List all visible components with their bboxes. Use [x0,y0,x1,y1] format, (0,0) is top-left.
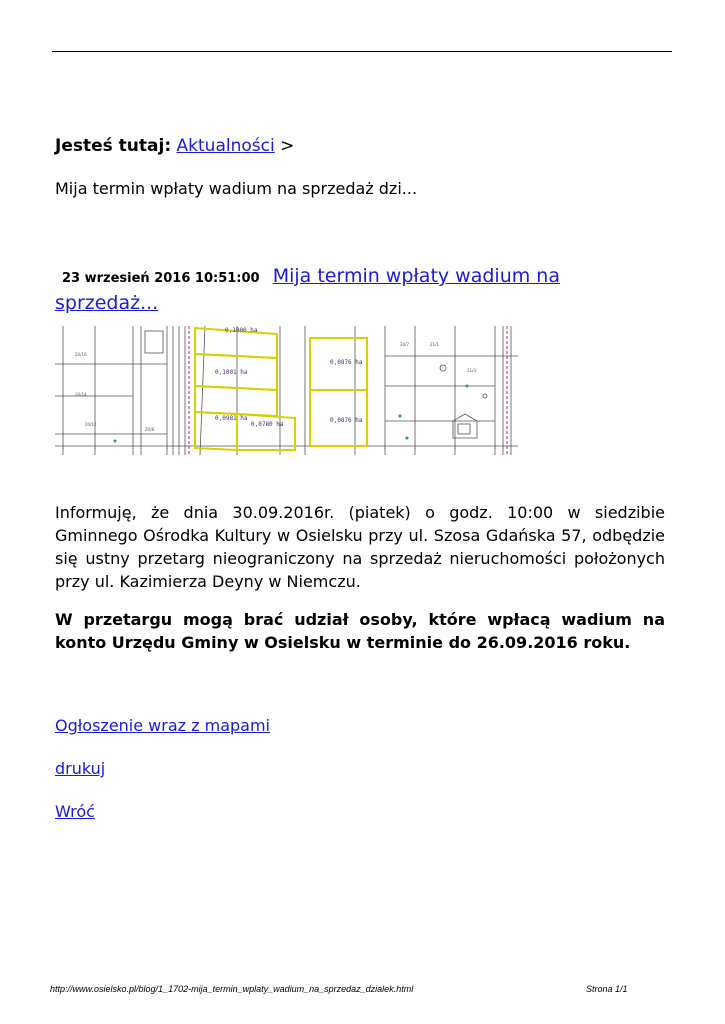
svg-text:21/3: 21/3 [467,368,476,373]
current-page-title: Mija termin wpłaty wadium na sprzedaż dzi... [55,179,418,198]
svg-text:20/12: 20/12 [85,422,97,427]
article-header [55,264,615,316]
announcement-maps-link[interactable]: Ogłoszenie wraz z mapami [55,716,270,735]
breadcrumb [55,136,294,156]
header-divider [52,51,672,52]
svg-text:20/7: 20/7 [400,342,409,347]
svg-text:0,0876 ha: 0,0876 ha [330,359,363,366]
breadcrumb-link-news[interactable]: Aktualności [176,136,275,156]
svg-text:20/14: 20/14 [75,392,87,397]
svg-text:0,1001 ha: 0,1001 ha [215,369,248,376]
print-link[interactable]: drukuj [55,759,106,778]
announcement-paragraph: Informuję, że dnia 30.09.2016r. (piatek) o godz. 10:00 w siedzibie Gminnego Ośrodka Kultury w Osielsku przy ul. Szosa Gdańska 57, odbędzie się ustny przetarg nieograniczony na sprzedaż nieruchomości położonych przy ul. Kazimierza Deyny w Niemczu. [55,503,665,591]
article-date: 23 wrzesień 2016 10:51:00 [62,271,260,286]
svg-text:0,0876 ha: 0,0876 ha [330,417,363,424]
svg-text:0,0981 ha: 0,0981 ha [215,415,248,422]
footer-url: http://www.osielsko.pl/blog/1_1702-mija_termin_wplaty_wadium_na_sprzedaz_dzialek.html [50,984,414,994]
breadcrumb-separator: > [280,136,295,156]
breadcrumb-label: Jesteś tutaj: [55,136,172,156]
svg-text:0,1000 ha: 0,1000 ha [225,327,258,334]
article-title-link[interactable]: Mija termin wpłaty wadium na sprzedaż... [55,265,560,314]
footer-page-number: Strona 1/1 [586,984,628,994]
svg-text:20/8: 20/8 [145,427,154,432]
svg-text:20/16: 20/16 [75,352,87,357]
deposit-paragraph: W przetargu mogą brać udział osoby, które wpłacą wadium na konto Urzędu Gminy w Osielsku w terminie do 26.09.2016 roku. [55,610,665,652]
article-map-image[interactable] [55,326,518,455]
svg-text:21/1: 21/1 [430,342,439,347]
back-link[interactable]: Wróć [55,802,95,821]
svg-text:0,0780 ha: 0,0780 ha [251,421,284,428]
